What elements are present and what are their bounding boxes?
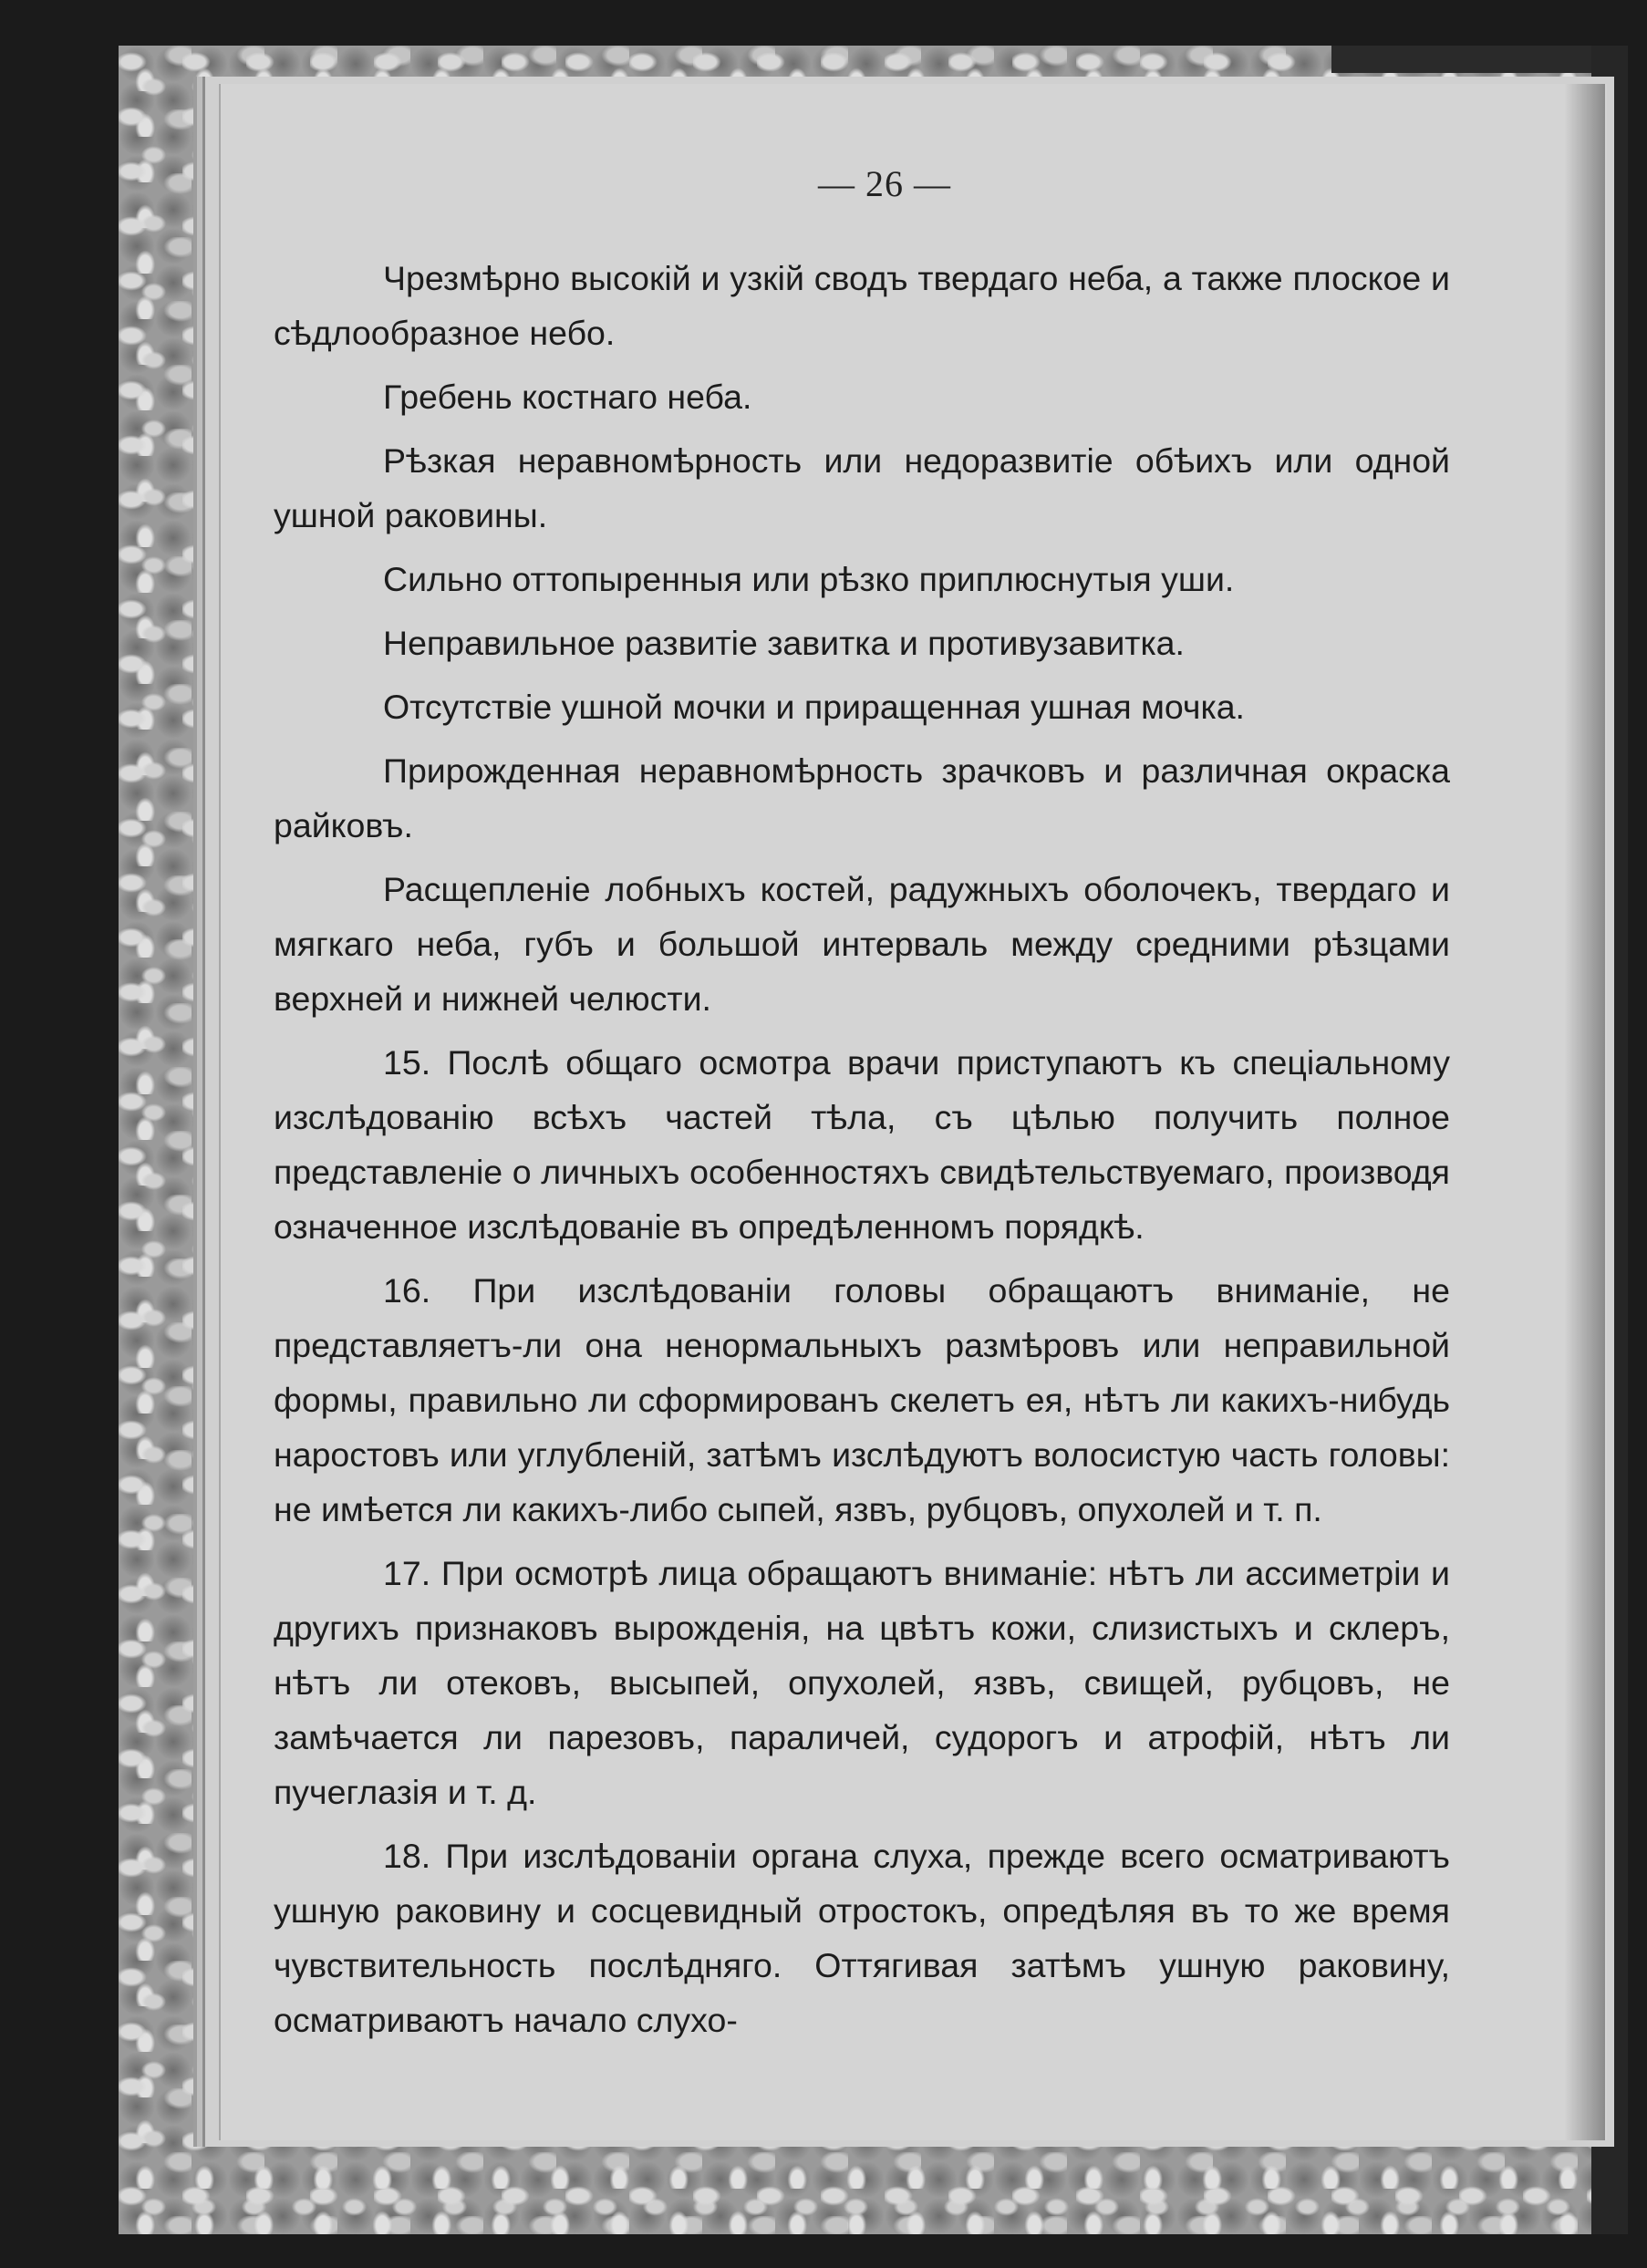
- paragraph-17: 17. При осмотрѣ лица обращаютъ вниманіе: нѣтъ ли ассиметріи и другихъ признаковъ вырожденія, на цвѣтъ кожи, слизистыхъ и склеръ, нѣтъ ли отековъ, высыпей, опухолей, язвъ, свищей, рубцовъ, не замѣчается ли парезовъ, параличей, судорогъ и атрофій, нѣтъ ли пучеглазія и т. д.: [274, 1554, 1450, 1811]
- gutter-shadow: [1564, 84, 1605, 2140]
- paragraph-18: 18. При изслѣдованіи органа слуха, прежде всего осматриваютъ ушную раковину и сосцевидный отростокъ, опредѣляя въ то же время чувствительность послѣдняго. Оттягивая затѣмъ ушную раковину, осматриваютъ начало слухо-: [274, 1837, 1450, 2039]
- paragraph-protruding-ears: Сильно оттопыренныя или рѣзко приплюснутыя уши.: [383, 560, 1235, 598]
- paragraph-palate: Чрезмѣрно высокій и узкій сводъ твердаго неба, а также плоское и сѣдлообразное небо.: [274, 259, 1450, 352]
- page-body: [274, 251, 1450, 2056]
- paragraph-pupils: Прирожденная неравномѣрность зрачковъ и различная окраска райковъ.: [274, 751, 1450, 844]
- paragraph-16: 16. При изслѣдованіи головы обращаютъ вниманіе, не представляетъ-ли она ненормальныхъ размѣровъ или неправильной формы, правильно ли сформированъ скелетъ ея, нѣтъ ли какихъ-нибудь наростовъ или углубленій, затѣмъ изслѣдуютъ волосистую часть головы: не имѣется ли какихъ-либо сыпей, язвъ, рубцовъ, опухолей и т. п.: [274, 1271, 1450, 1528]
- paragraph-earlobe: Отсутствіе ушной мочки и приращенная ушная мочка.: [383, 688, 1245, 726]
- paragraph-helix: Неправильное развитіе завитка и противузавитка.: [383, 624, 1185, 662]
- paragraph-ear-asymmetry: Рѣзкая неравномѣрность или недоразвитіе обѣихъ или одной ушной раковины.: [274, 441, 1450, 534]
- cover-edge: [1331, 46, 1623, 73]
- paragraph-bony-ridge: Гребень костнаго неба.: [383, 378, 752, 416]
- paragraph-15: 15. Послѣ общаго осмотра врачи приступаютъ къ спеціальному изслѣдованію всѣхъ частей тѣла, съ цѣлью получить полное представленіе о личныхъ особенностяхъ свидѣтельствуемаго, производя означенное изслѣдованіе въ опредѣленномъ порядкѣ.: [274, 1043, 1450, 1246]
- paragraph-clefts: Расщепленіе лобныхъ костей, радужныхъ оболочекъ, твердаго и мягкаго неба, губъ и большой интерваль между средними рѣзцами верхней и нижней челюсти.: [274, 870, 1450, 1018]
- page-number: — 26 —: [818, 163, 951, 204]
